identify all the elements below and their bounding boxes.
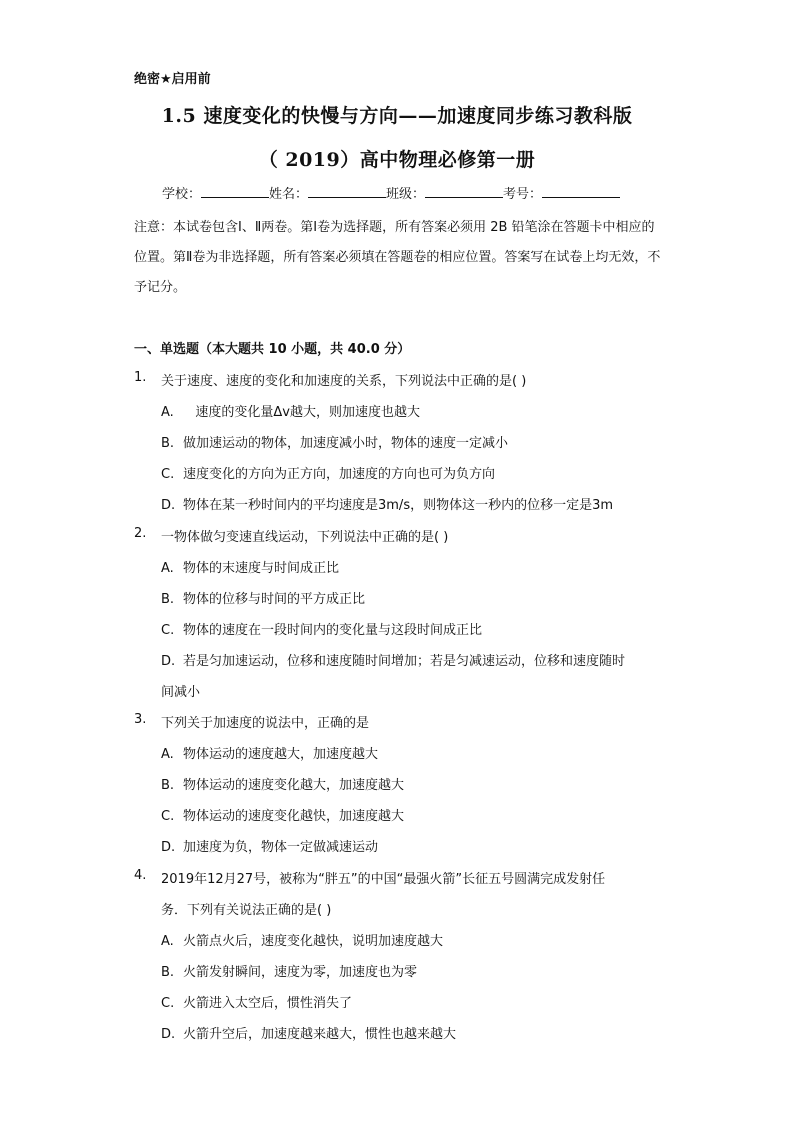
option-text: 火箭进入太空后，惯性消失了 (183, 996, 353, 1011)
q1-option-c[interactable] (161, 463, 495, 482)
q3-option-a[interactable] (161, 743, 378, 762)
option-label: A. (161, 934, 174, 949)
exam-number-label: 考号： (503, 187, 543, 202)
q2-option-d-continued (161, 681, 200, 700)
section-heading: 一、单选题（本大题共 10 小题，共 40.0 分） (134, 342, 411, 357)
option-text: 速度变化的方向为正方向，加速度的方向也可为负方向 (183, 467, 496, 482)
option-label: B. (161, 592, 175, 607)
option-text: 物体的速度在一段时间内的变化量与这段时间成正比 (183, 623, 483, 638)
option-label: D. (161, 1027, 176, 1042)
option-label: C. (161, 996, 175, 1011)
option-text-continued: 间减小 (161, 685, 201, 700)
option-text: 火箭点火后，速度变化越快，说明加速度越大 (183, 934, 444, 949)
q3-option-b[interactable] (161, 774, 404, 793)
name-label: 姓名： (269, 187, 309, 202)
option-text: 火箭发射瞬间，速度为零，加速度也为零 (183, 965, 418, 980)
option-label: D. (161, 498, 176, 513)
option-label: A. (161, 405, 174, 420)
option-text: 火箭升空后，加速度越来越大，惯性也越来越大 (183, 1027, 457, 1042)
option-text: 物体运动的速度越大，加速度越大 (183, 747, 379, 762)
q3-option-d[interactable] (161, 836, 378, 855)
option-text: 物体运动的速度变化越大，加速度越大 (183, 778, 405, 793)
q1-option-d[interactable] (161, 494, 613, 513)
question-text: 关于速度、速度的变化和加速度的关系，下列说法中正确的是( ) (161, 374, 527, 389)
class-label: 班级： (386, 187, 426, 202)
student-info-row (162, 183, 620, 202)
option-text: 物体运动的速度变化越快，加速度越大 (183, 809, 405, 824)
option-text: 物体在某一秒时间内的平均速度是3m/s，则物体这一秒内的位移一定是3m (183, 498, 614, 513)
q4-option-b[interactable] (161, 961, 417, 980)
option-label: C. (161, 809, 175, 824)
q4-option-c[interactable] (161, 992, 352, 1011)
class-blank[interactable] (425, 185, 503, 198)
question-text: 一物体做匀变速直线运动，下列说法中正确的是( ) (161, 530, 449, 545)
question-text-continued: 务．下列有关说法正确的是( ) (161, 903, 332, 918)
q2-option-b[interactable] (161, 588, 365, 607)
q1-option-b[interactable] (161, 432, 508, 451)
option-label: D. (161, 654, 176, 669)
question-text: 下列关于加速度的说法中，正确的是 (161, 716, 370, 731)
question-text: 2019年12月27号，被称为“胖五”的中国“最强火箭”长征五号圆满完成发射任 (161, 872, 606, 887)
option-label: B. (161, 436, 175, 451)
option-label: C. (161, 467, 175, 482)
option-text: 物体的末速度与时间成正比 (183, 561, 340, 576)
option-text: 物体的位移与时间的平方成正比 (183, 592, 366, 607)
school-label: 学校： (162, 187, 202, 202)
option-label: D. (161, 840, 176, 855)
option-text: 加速度为负，物体一定做减速运动 (183, 840, 379, 855)
question-4-continued (161, 899, 331, 918)
school-blank[interactable] (201, 185, 269, 198)
q4-option-a[interactable] (161, 930, 443, 949)
q2-option-d[interactable] (161, 650, 625, 669)
option-label: A. (161, 747, 174, 762)
name-blank[interactable] (308, 185, 386, 198)
exam-number-blank[interactable] (542, 185, 620, 198)
secret-label: 绝密★启用前 (134, 72, 211, 87)
option-label: A. (161, 561, 174, 576)
exam-notice: 注意：本试卷包含Ⅰ、Ⅱ两卷。第Ⅰ卷为选择题，所有答案必须用 2B 铅笔涂在答题卡中相应的位置。第Ⅱ卷为非选择题，所有答案必须填在答题卷的相应位置。答案写在试卷上均无效，不予记分。 (134, 220, 661, 295)
option-text: 若是匀加速运动，位移和速度随时间增加；若是匀减速运动，位移和速度随时 (183, 654, 626, 669)
option-label: C. (161, 623, 175, 638)
question-number: 1. (134, 370, 147, 385)
option-label: B. (161, 778, 175, 793)
q1-option-a[interactable] (161, 401, 420, 420)
page-title-line2: （ 2019）高中物理必修第一册 (258, 149, 536, 171)
q3-option-c[interactable] (161, 805, 404, 824)
option-text: 速度的变化量Δv越大，则加速度也越大 (183, 405, 420, 420)
page-title-line1: 1.5 速度变化的快慢与方向——加速度同步练习教科版 (161, 105, 633, 127)
q4-option-d[interactable] (161, 1023, 456, 1042)
question-number: 4. (134, 868, 147, 883)
question-number: 2. (134, 526, 147, 541)
q2-option-c[interactable] (161, 619, 482, 638)
q2-option-a[interactable] (161, 557, 339, 576)
question-number: 3. (134, 712, 147, 727)
option-text: 做加速运动的物体，加速度减小时，物体的速度一定减小 (183, 436, 509, 451)
option-label: B. (161, 965, 175, 980)
